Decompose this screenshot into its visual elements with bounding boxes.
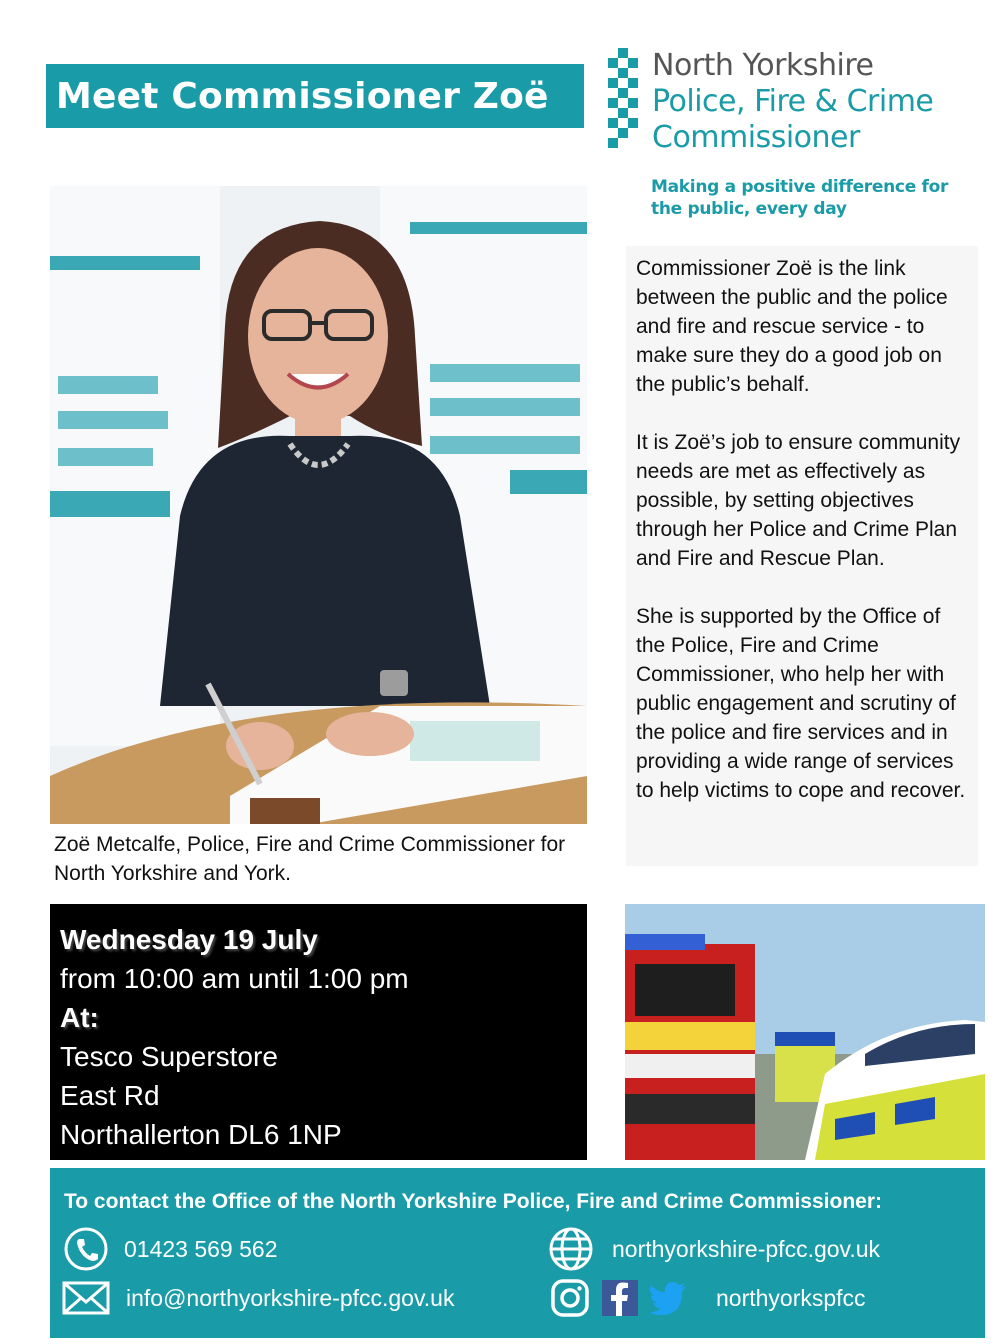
contact-email-text: info@northyorkshire-pfcc.gov.uk (126, 1284, 455, 1311)
contact-phone[interactable] (62, 1226, 278, 1272)
emergency-vehicles-photo (625, 904, 985, 1160)
contact-social[interactable] (550, 1278, 866, 1318)
event-venue: Tesco Superstore (60, 1041, 278, 1072)
logo-checker-icon (608, 48, 648, 152)
logo-line-2: Police, Fire & Crime (652, 84, 934, 119)
globe-icon (546, 1226, 596, 1272)
contact-email[interactable] (62, 1280, 454, 1316)
event-time: from 10:00 am until 1:00 pm (60, 963, 409, 994)
intro-text-box (626, 246, 978, 866)
contact-panel (50, 1168, 985, 1338)
logo-line-3: Commissioner (652, 120, 860, 155)
facebook-icon[interactable] (600, 1278, 640, 1318)
commissioner-photo (50, 186, 587, 824)
page-title: Meet Commissioner Zoë (46, 64, 584, 128)
intro-paragraph: Commissioner Zoë is the link between the public and the police and fire and rescue service - to make sure they do a good job on the public’s behalf. (636, 257, 948, 396)
event-street: East Rd (60, 1080, 160, 1111)
envelope-icon (62, 1280, 112, 1316)
instagram-icon[interactable] (550, 1278, 590, 1318)
intro-paragraph: She is supported by the Office of the Police, Fire and Crime Commissioner, who help her with public engagement and scrutiny of the police and fire services and in providing a wide range of services to help victims to cope and recover. (636, 605, 966, 802)
contact-website[interactable] (546, 1226, 880, 1272)
intro-paragraph: It is Zoë’s job to ensure community needs are met as effectively as possible, by setting objectives through her Police and Crime Plan and Fire and Rescue Plan. (636, 431, 961, 570)
contact-social-text: northyorkspfcc (716, 1284, 866, 1311)
contact-website-text: northyorkshire-pfcc.gov.uk (612, 1235, 881, 1262)
pfcc-logo (608, 48, 948, 158)
event-date: Wednesday 19 July (60, 924, 318, 955)
logo-line-1: North Yorkshire (652, 48, 874, 83)
twitter-icon[interactable] (648, 1280, 688, 1316)
phone-icon (62, 1226, 112, 1272)
photo-caption: Zoë Metcalfe, Police, Fire and Crime Commissioner for North Yorkshire and York. (54, 833, 566, 885)
contact-heading: To contact the Office of the North Yorkshire Police, Fire and Crime Commissioner: (64, 1190, 882, 1213)
event-at-label: At: (60, 1002, 99, 1033)
logo-tagline: Making a positive difference for the public, every day (651, 177, 949, 219)
event-town: Northallerton DL6 1NP (60, 1119, 342, 1150)
contact-phone-text: 01423 569 562 (124, 1235, 278, 1262)
event-details (50, 904, 587, 1160)
